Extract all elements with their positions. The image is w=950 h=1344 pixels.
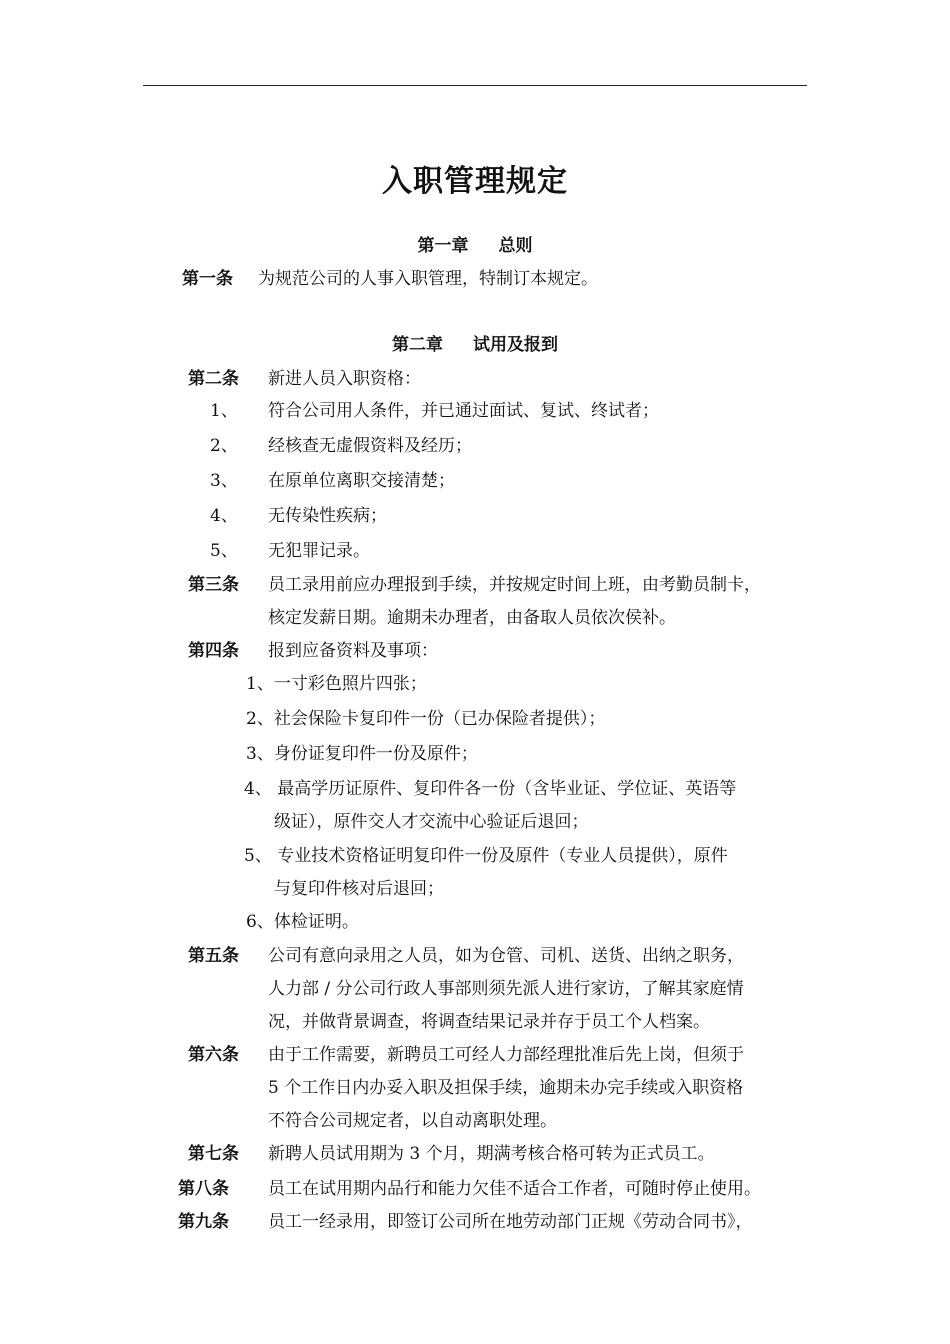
list-item: 符合公司用人条件，并已通过面试、复试、终试者； — [268, 401, 659, 421]
chapter-number: 第一章 — [417, 236, 469, 256]
article-7-label: 第七条 — [188, 1144, 239, 1164]
article-4-label: 第四条 — [188, 641, 239, 661]
article-8-label: 第八条 — [178, 1179, 229, 1199]
header-rule — [143, 85, 807, 86]
article-2-text: 新进人员入职资格： — [268, 369, 421, 389]
article-6-line-3: 不符合公司规定者，以自动离职处理。 — [268, 1111, 557, 1131]
list-item: 1、一寸彩色照片四张； — [246, 674, 427, 694]
list-item-continuation: 级证），原件交人才交流中心验证后退回； — [274, 812, 589, 832]
article-1 — [182, 264, 233, 289]
article-4-text: 报到应备资料及事项： — [268, 641, 438, 661]
list-item: 6、体检证明。 — [246, 912, 359, 932]
list-item: 经核查无虚假资料及经历； — [268, 436, 472, 456]
list-item-number: 4、 — [210, 506, 238, 526]
chapter-name: 总则 — [498, 236, 533, 256]
document-title: 入职管理规定 — [382, 164, 568, 199]
list-item: 无犯罪记录。 — [268, 541, 370, 561]
list-item: 2、社会保险卡复印件一份（已办保险者提供）； — [246, 709, 606, 729]
article-6-line-2: 5 个工作日内办妥入职及担保手续，逾期未办完手续或入职资格 — [268, 1078, 744, 1098]
article-3-label: 第三条 — [188, 575, 239, 595]
chapter-2-heading — [0, 330, 950, 355]
article-2-label: 第二条 — [188, 369, 239, 389]
list-item: 在原单位离职交接清楚； — [268, 471, 455, 491]
article-3-line-2: 核定发薪日期。逾期未办理者，由备取人员依次侯补。 — [268, 608, 676, 628]
article-9-text: 员工一经录用，即签订公司所在地劳动部门正规《劳动合同书》， — [268, 1212, 753, 1232]
article-3-line-1: 员工录用前应办理报到手续，并按规定时间上班，由考勤员制卡， — [268, 575, 761, 595]
article-5-line-3: 况，并做背景调查，将调查结果记录并存于员工个人档案。 — [268, 1012, 710, 1032]
list-item: 无传染性疾病； — [268, 506, 387, 526]
list-item: 5、 专业技术资格证明复印件一份及原件（专业人员提供），原件 — [244, 846, 728, 866]
chapter-1-heading — [0, 231, 950, 256]
list-item: 3、身份证复印件一份及原件； — [246, 744, 478, 764]
article-1-text: 为规范公司的人事入职管理，特制订本规定。 — [258, 269, 598, 289]
article-6-label: 第六条 — [188, 1045, 239, 1065]
list-item: 4、 最高学历证原件、复印件各一份（含毕业证、学位证、英语等 — [244, 779, 737, 799]
article-label: 第一条 — [182, 269, 233, 289]
list-item-number: 2、 — [210, 436, 238, 456]
article-5-line-2: 人力部 / 分公司行政人事部则须先派人进行家访，了解其家庭情 — [268, 979, 744, 999]
list-item-continuation: 与复印件核对后退回； — [274, 879, 444, 899]
article-6-line-1: 由于工作需要，新聘员工可经人力部经理批准后先上岗，但须于 — [268, 1045, 744, 1065]
list-item-number: 5、 — [210, 541, 238, 561]
article-8-text: 员工在试用期内品行和能力欠佳不适合工作者，可随时停止使用。 — [268, 1179, 761, 1199]
article-5-label: 第五条 — [188, 946, 239, 966]
article-7-text: 新聘人员试用期为 3 个月，期满考核合格可转为正式员工。 — [268, 1144, 715, 1164]
article-5-line-1: 公司有意向录用之人员，如为仓管、司机、送货、出纳之职务， — [268, 946, 744, 966]
list-item-number: 1、 — [210, 401, 238, 421]
chapter-name: 试用及报到 — [473, 335, 558, 355]
chapter-number: 第二章 — [392, 335, 443, 355]
list-item-number: 3、 — [210, 471, 238, 491]
article-9-label: 第九条 — [178, 1212, 229, 1232]
